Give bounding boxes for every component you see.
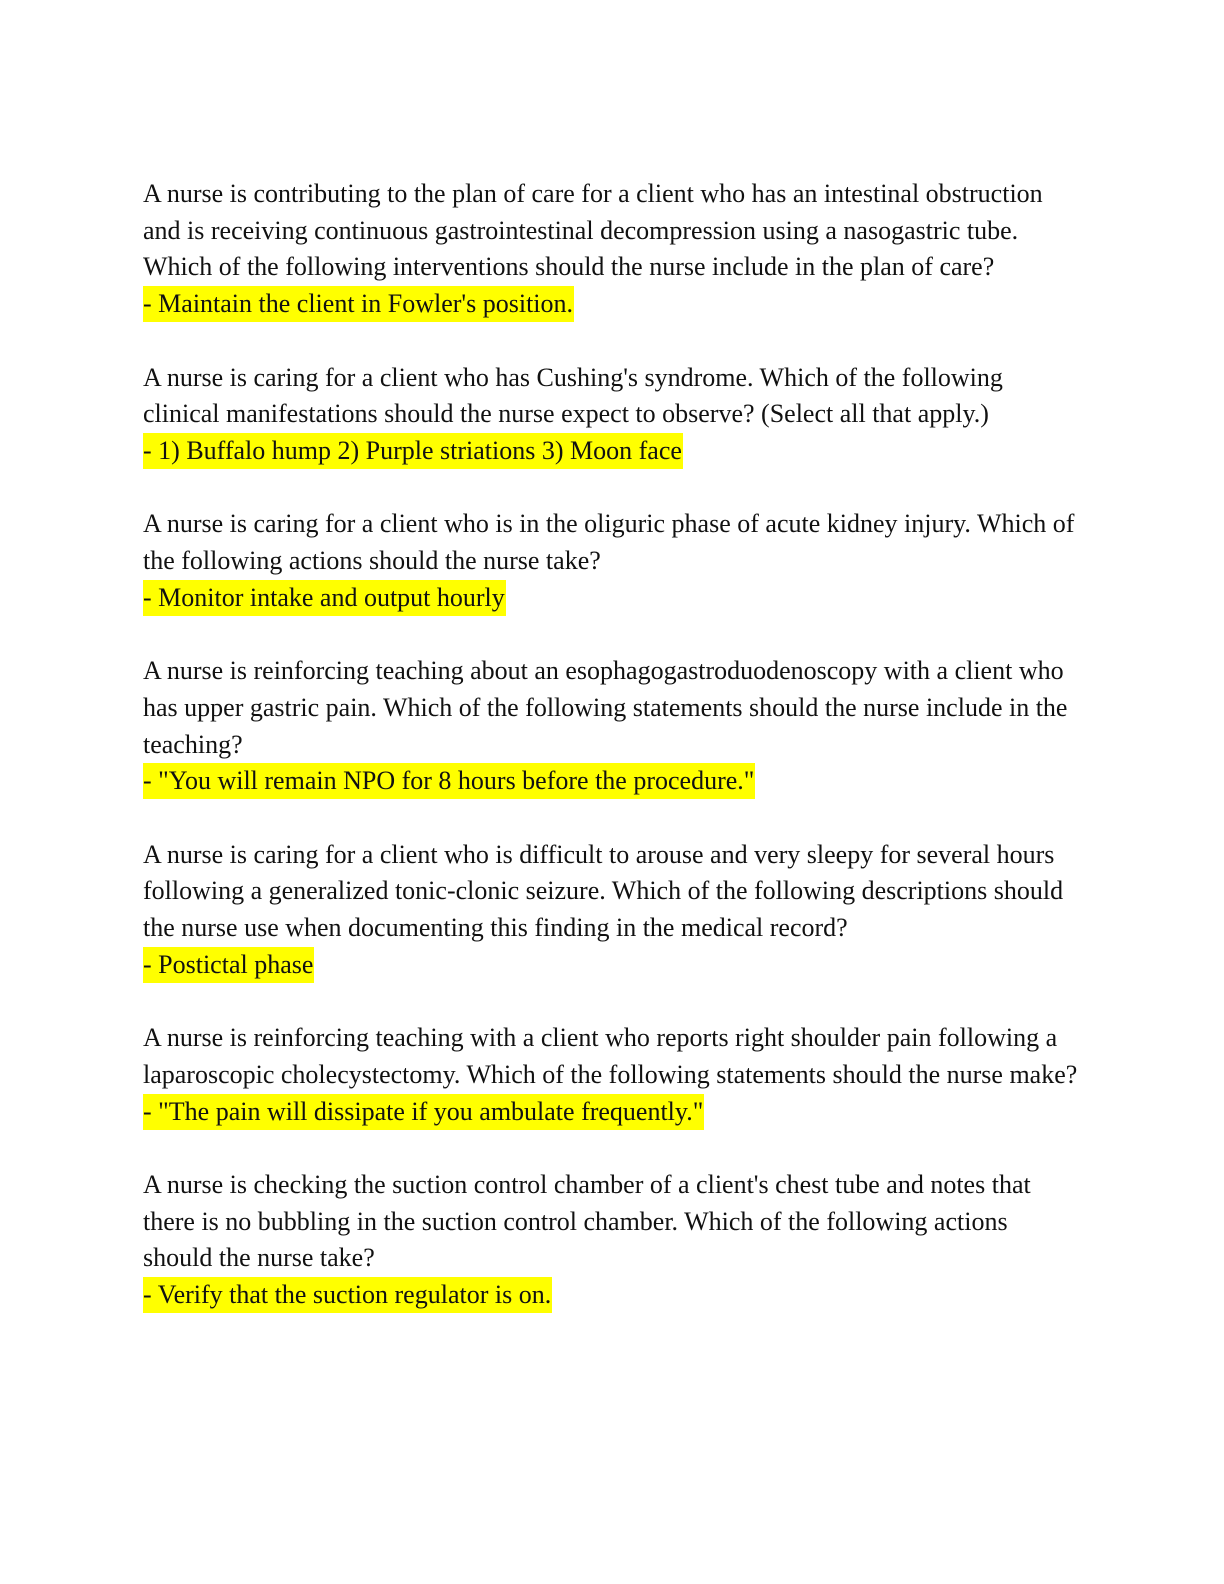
- highlighted-answer: - Monitor intake and output hourly: [143, 580, 506, 616]
- highlighted-answer: - 1) Buffalo hump 2) Purple striations 3) Moon face: [143, 433, 683, 469]
- question-text: A nurse is reinforcing teaching about an esophagogastroduodenoscopy with a client who has upper gastric pain. Which of the following statements should the nurse include in the teaching?: [143, 656, 1068, 759]
- highlighted-answer: - Postictal phase: [143, 947, 314, 983]
- answer-line: [143, 947, 1083, 984]
- question-text: A nurse is caring for a client who is in the oliguric phase of acute kidney injury. Which of the following actions should the nurse take?: [143, 509, 1075, 575]
- qa-item: [143, 1020, 1083, 1130]
- question-text: A nurse is contributing to the plan of care for a client who has an intestinal obstruction and is receiving continuous gastrointestinal decompression using a nasogastric tube. Which of the following interventions should the nurse include in the plan of care?: [143, 179, 1043, 282]
- answer-line: [143, 1277, 1083, 1314]
- qa-item: [143, 1167, 1083, 1314]
- document-body: [143, 176, 1083, 1350]
- question-text: A nurse is reinforcing teaching with a client who reports right shoulder pain following a laparoscopic cholecystectomy. Which of the following statements should the nurse make?: [143, 1023, 1078, 1089]
- answer-line: [143, 286, 1083, 323]
- question-text: A nurse is checking the suction control chamber of a client's chest tube and notes that there is no bubbling in the suction control chamber. Which of the following actions should the nurse take?: [143, 1169, 1031, 1273]
- highlighted-answer: - Verify that the suction regulator is on.: [143, 1277, 552, 1313]
- answer-line: [143, 580, 1083, 617]
- qa-item: [143, 360, 1083, 470]
- highlighted-answer: - "The pain will dissipate if you ambulate frequently.": [143, 1094, 704, 1130]
- answer-line: [143, 433, 1083, 470]
- qa-item: [143, 653, 1083, 800]
- highlighted-answer: - "You will remain NPO for 8 hours before the procedure.": [143, 763, 755, 799]
- highlighted-answer: - Maintain the client in Fowler's position.: [143, 286, 574, 322]
- qa-item: [143, 837, 1083, 984]
- qa-item: [143, 176, 1083, 323]
- question-text: A nurse is caring for a client who is difficult to arouse and very sleepy for several hours following a generalized tonic-clonic seizure. Which of the following descriptions should the nurse use when documenting this finding in the medical record?: [143, 839, 1064, 942]
- answer-line: [143, 1094, 1083, 1131]
- answer-line: [143, 763, 1083, 800]
- question-text: A nurse is caring for a client who has Cushing's syndrome. Which of the following clinical manifestations should the nurse expect to observe? (Select all that apply.): [143, 362, 1003, 429]
- qa-item: [143, 506, 1083, 616]
